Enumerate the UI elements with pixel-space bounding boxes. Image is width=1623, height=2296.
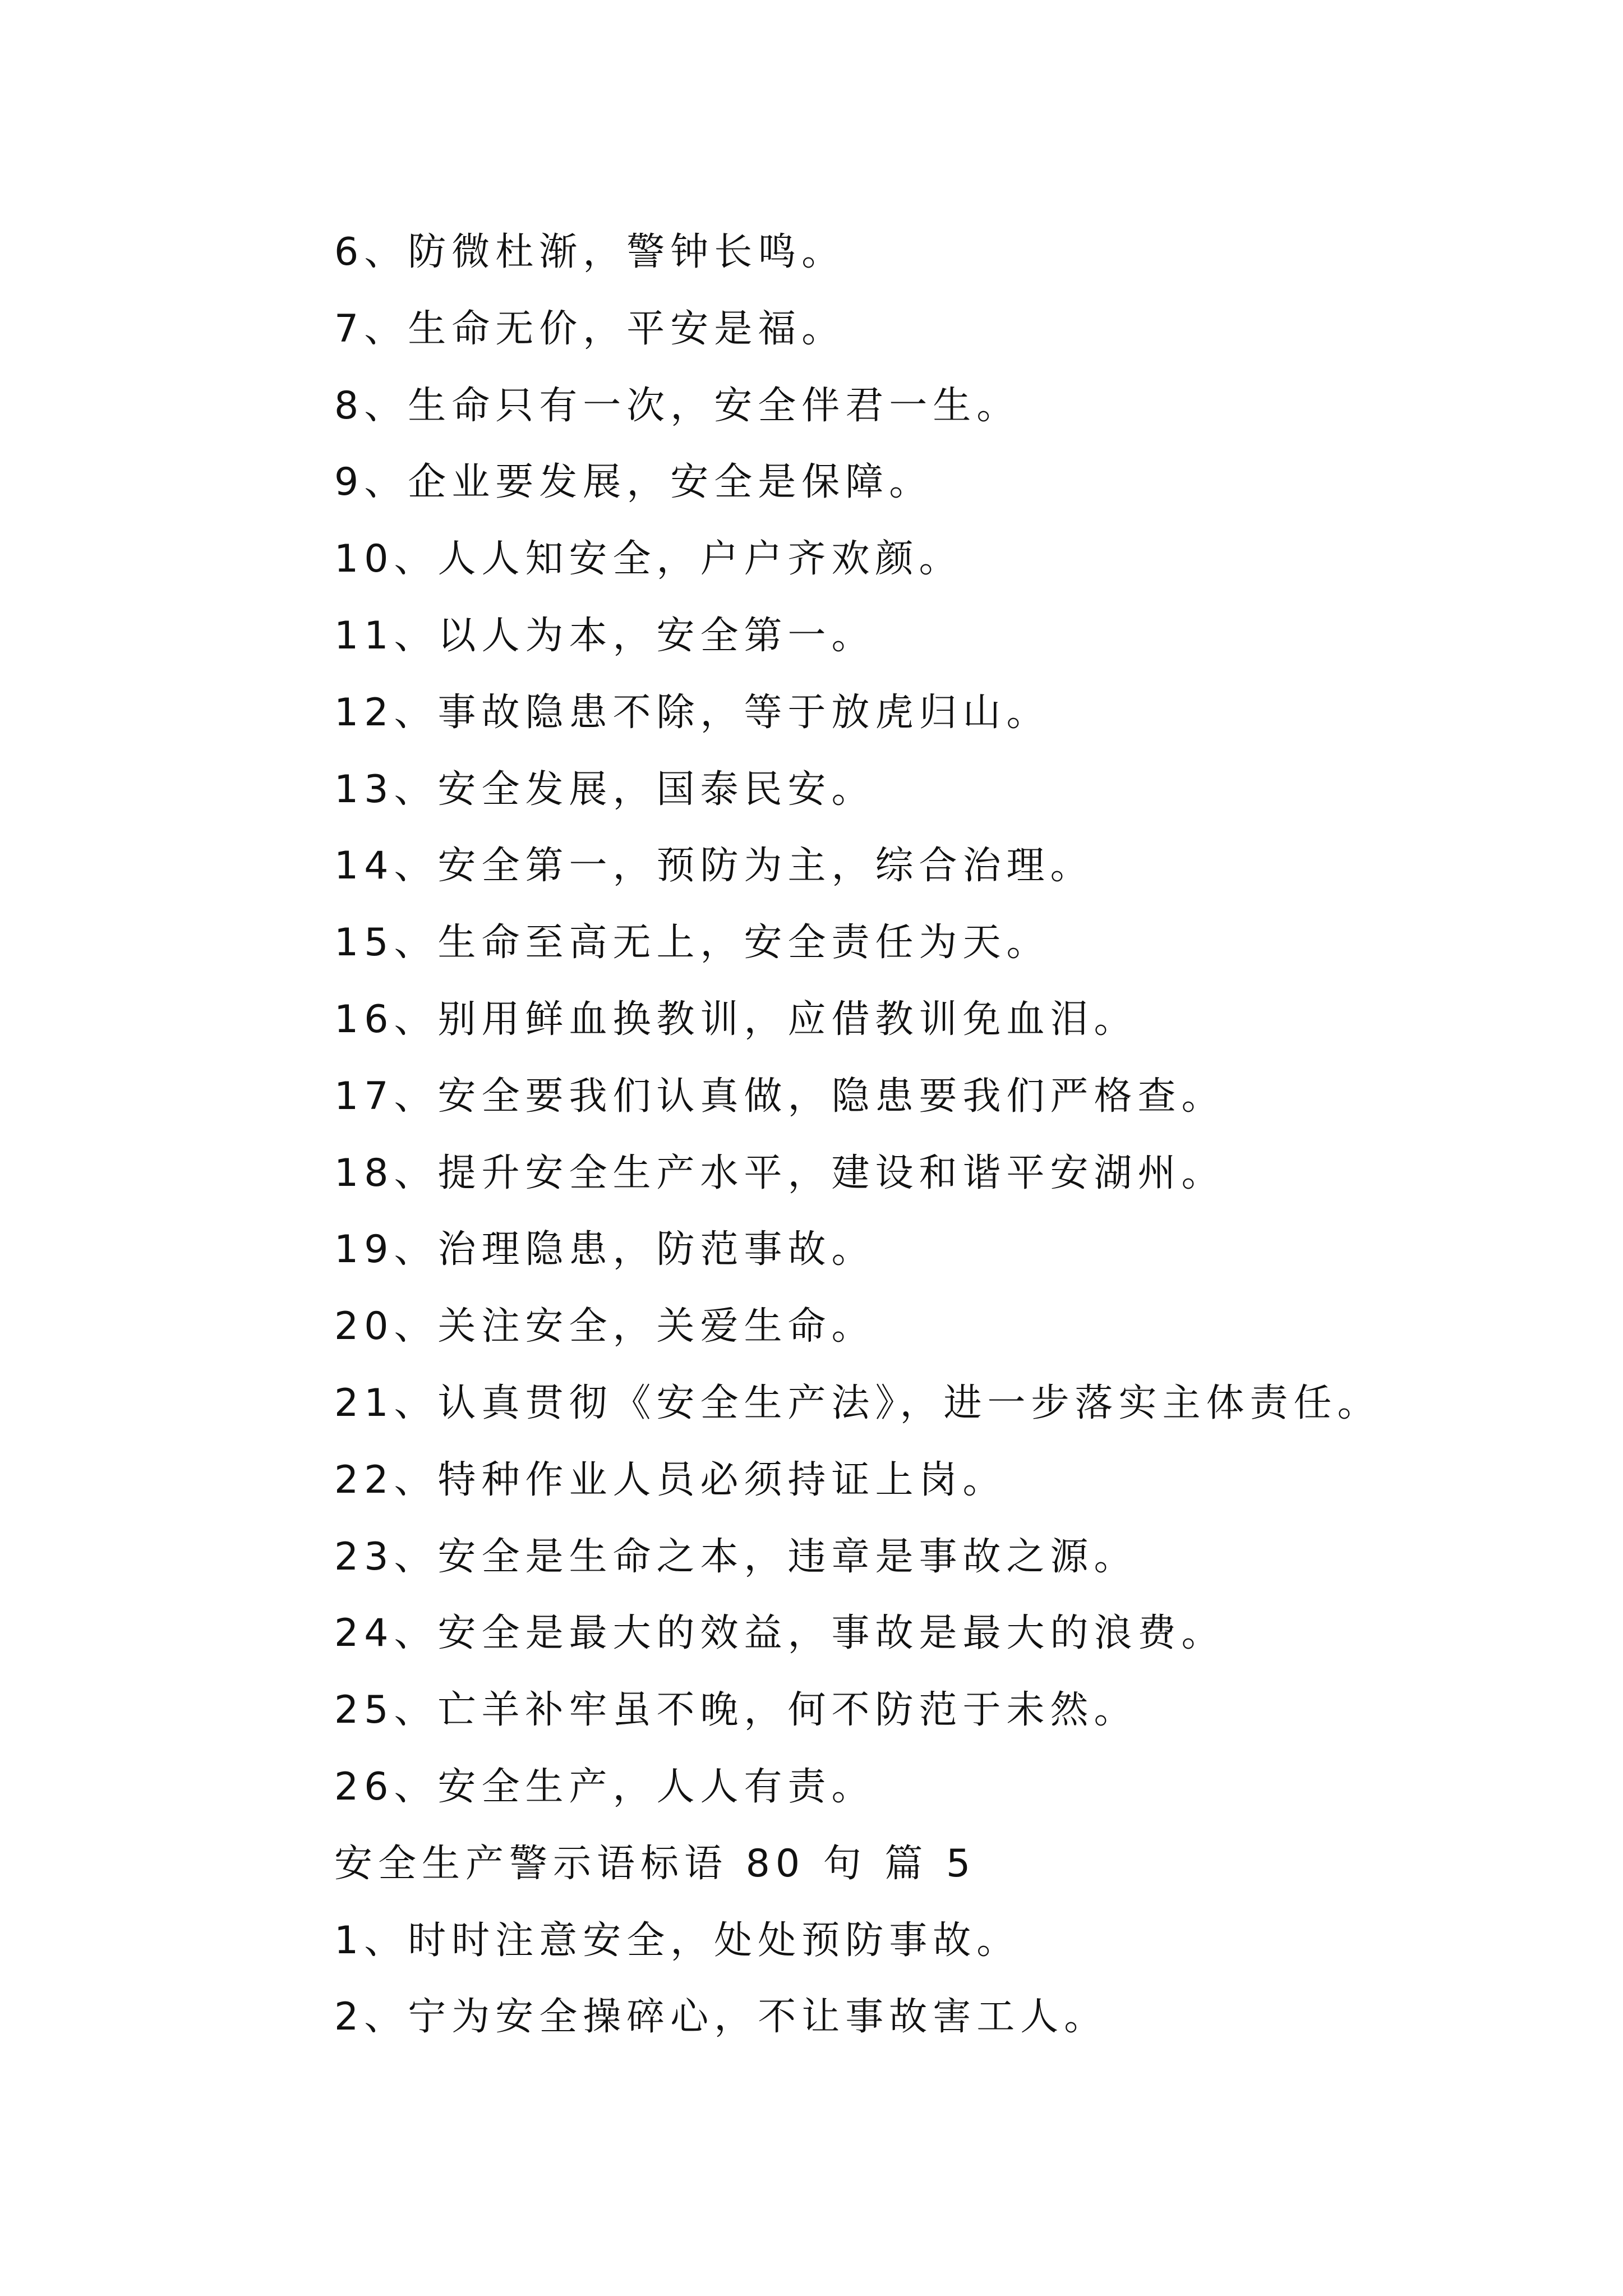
list-item-6: 6、防微杜渐，警钟长鸣。 bbox=[334, 230, 846, 274]
list-item-14: 14、安全第一，预防为主，综合治理。 bbox=[334, 844, 1094, 889]
list-item-16: 16、别用鲜血换教训，应借教训免血泪。 bbox=[334, 997, 1138, 1042]
list-item-13: 13、安全发展，国泰民安。 bbox=[334, 767, 875, 812]
list-item-24: 24、安全是最大的效益，事故是最大的浪费。 bbox=[334, 1611, 1225, 1656]
list-item-21: 21、认真贯彻《安全生产法》，进一步落实主体责任。 bbox=[334, 1381, 1381, 1425]
list-item-25: 25、亡羊补牢虽不晚，何不防范于未然。 bbox=[334, 1688, 1138, 1733]
list-item-2: 2、宁为安全操碎心，不让事故害工人。 bbox=[334, 1995, 1108, 2040]
list-item-1: 1、时时注意安全，处处预防事故。 bbox=[334, 1918, 1021, 1963]
list-item-10: 10、人人知安全，户户齐欢颜。 bbox=[334, 537, 963, 582]
list-item-18: 18、提升安全生产水平，建设和谐平安湖州。 bbox=[334, 1151, 1225, 1195]
list-item-23: 23、安全是生命之本，违章是事故之源。 bbox=[334, 1534, 1138, 1579]
list-item-7: 7、生命无价，平安是福。 bbox=[334, 306, 846, 351]
list-item-26: 26、安全生产，人人有责。 bbox=[334, 1764, 875, 1809]
list-item-8: 8、生命只有一次，安全伴君一生。 bbox=[334, 383, 1021, 428]
list-item-22: 22、特种作业人员必须持证上岗。 bbox=[334, 1457, 1007, 1502]
list-item-20: 20、关注安全，关爱生命。 bbox=[334, 1304, 875, 1349]
list-item-15: 15、生命至高无上，安全责任为天。 bbox=[334, 921, 1050, 965]
list-item-17: 17、安全要我们认真做，隐患要我们严格查。 bbox=[334, 1074, 1225, 1119]
list-item-19: 19、治理隐患，防范事故。 bbox=[334, 1227, 875, 1272]
list-item-9: 9、企业要发展，安全是保障。 bbox=[334, 460, 933, 505]
section-heading: 安全生产警示语标语 80 句 篇 5 bbox=[334, 1841, 976, 1886]
document-body bbox=[334, 214, 1579, 2056]
list-item-12: 12、事故隐患不除，等于放虎归山。 bbox=[334, 690, 1050, 735]
list-item-11: 11、以人为本，安全第一。 bbox=[334, 613, 875, 658]
